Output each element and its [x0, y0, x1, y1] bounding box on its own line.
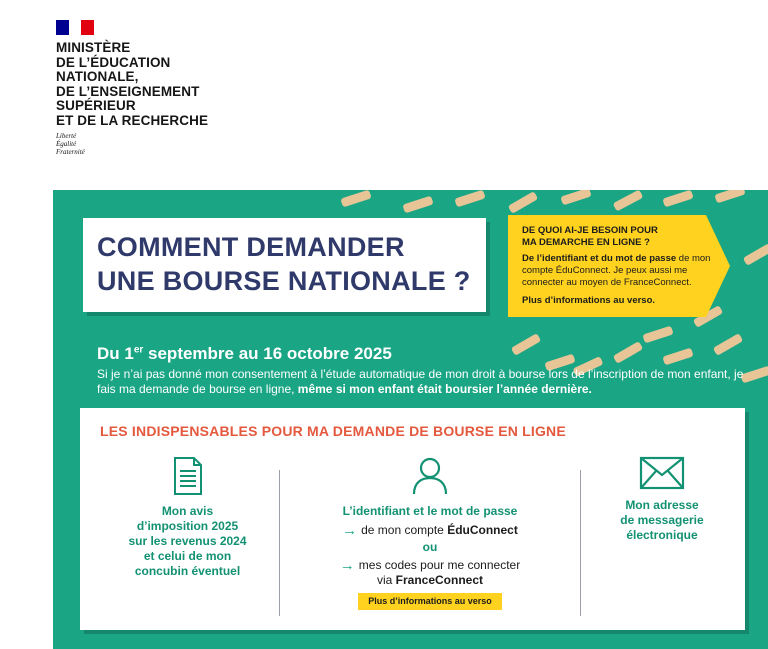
callout-more-info: Plus d’informations au verso.: [522, 295, 656, 306]
decorative-dash: [402, 196, 433, 214]
franceconnect-row: → mes codes pour me connecter: [339, 557, 521, 574]
callout-question: DE QUOI AI-JE BESOIN POUR MA DEMARCHE EN LIGNE ?: [522, 225, 658, 248]
decorative-dash: [662, 348, 693, 366]
tax-notice-text: Mon avis d’imposition 2025 sur les revenus 2024 et celui de mon concubin éventuel: [128, 504, 247, 578]
essentials-card: [80, 408, 745, 630]
decorative-dash: [511, 333, 541, 356]
document-icon: [172, 456, 204, 496]
decorative-dash: [613, 341, 643, 364]
more-info-badge: Plus d’informations au verso: [358, 593, 502, 610]
educonnect-row: → de mon compte ÉduConnect: [342, 522, 518, 539]
email-text: Mon adresse de messagerie électronique: [620, 498, 704, 542]
page-title: COMMENT DEMANDER UNE BOURSE NATIONALE ?: [83, 218, 486, 312]
column-divider: [580, 470, 581, 616]
arrow-right-icon: →: [339, 557, 355, 574]
credentials-column: [280, 456, 580, 610]
hero-panel: [53, 190, 768, 649]
intro-text: Si je n’ai pas donné mon consentement à l’étude automatique de mon droit à bourse lors de l’inscription de mon enfant, je fais ma demande de bourse en ligne, même si mon enfant était boursier l’année dernière.: [97, 367, 744, 396]
envelope-icon: [639, 456, 685, 490]
tax-notice-column: [100, 456, 275, 579]
email-column: [582, 456, 742, 543]
decorative-dash: [560, 190, 591, 205]
french-flag-icon: [56, 20, 94, 35]
essentials-title: LES INDISPENSABLES POUR MA DEMANDE DE BOURSE EN LIGNE: [100, 423, 566, 439]
info-callout: [508, 215, 730, 317]
date-range-heading: Du 1er septembre au 16 octobre 2025: [97, 344, 392, 363]
arrow-right-icon: →: [342, 522, 358, 539]
decorative-dash: [508, 191, 538, 214]
decorative-dash: [454, 190, 485, 207]
decorative-dash: [613, 190, 644, 212]
decorative-dash: [743, 243, 768, 266]
decorative-dash: [642, 326, 673, 344]
decorative-dash: [662, 190, 693, 207]
decorative-dash: [340, 190, 371, 207]
franceconnect-via: via FranceConnect: [376, 573, 484, 587]
decorative-dash: [713, 333, 743, 356]
credentials-heading: L’identifiant et le mot de passe: [342, 504, 518, 518]
or-separator: ou: [422, 540, 438, 554]
ministry-logo: [56, 20, 208, 156]
callout-body: De l’identifiant et du mot de passe de mon compte ÉduConnect. Je peux aussi me connecter au moyen de FranceConnect.: [522, 253, 711, 288]
ministry-name: MINISTÈRE DE L’ÉDUCATION NATIONALE, DE L’ENSEIGNEMENT SUPÉRIEUR ET DE LA RECHERCHE: [56, 40, 209, 128]
republic-motto: Liberté Égalité Fraternité: [56, 132, 85, 156]
user-icon: [412, 456, 448, 496]
decorative-dash: [714, 190, 745, 203]
